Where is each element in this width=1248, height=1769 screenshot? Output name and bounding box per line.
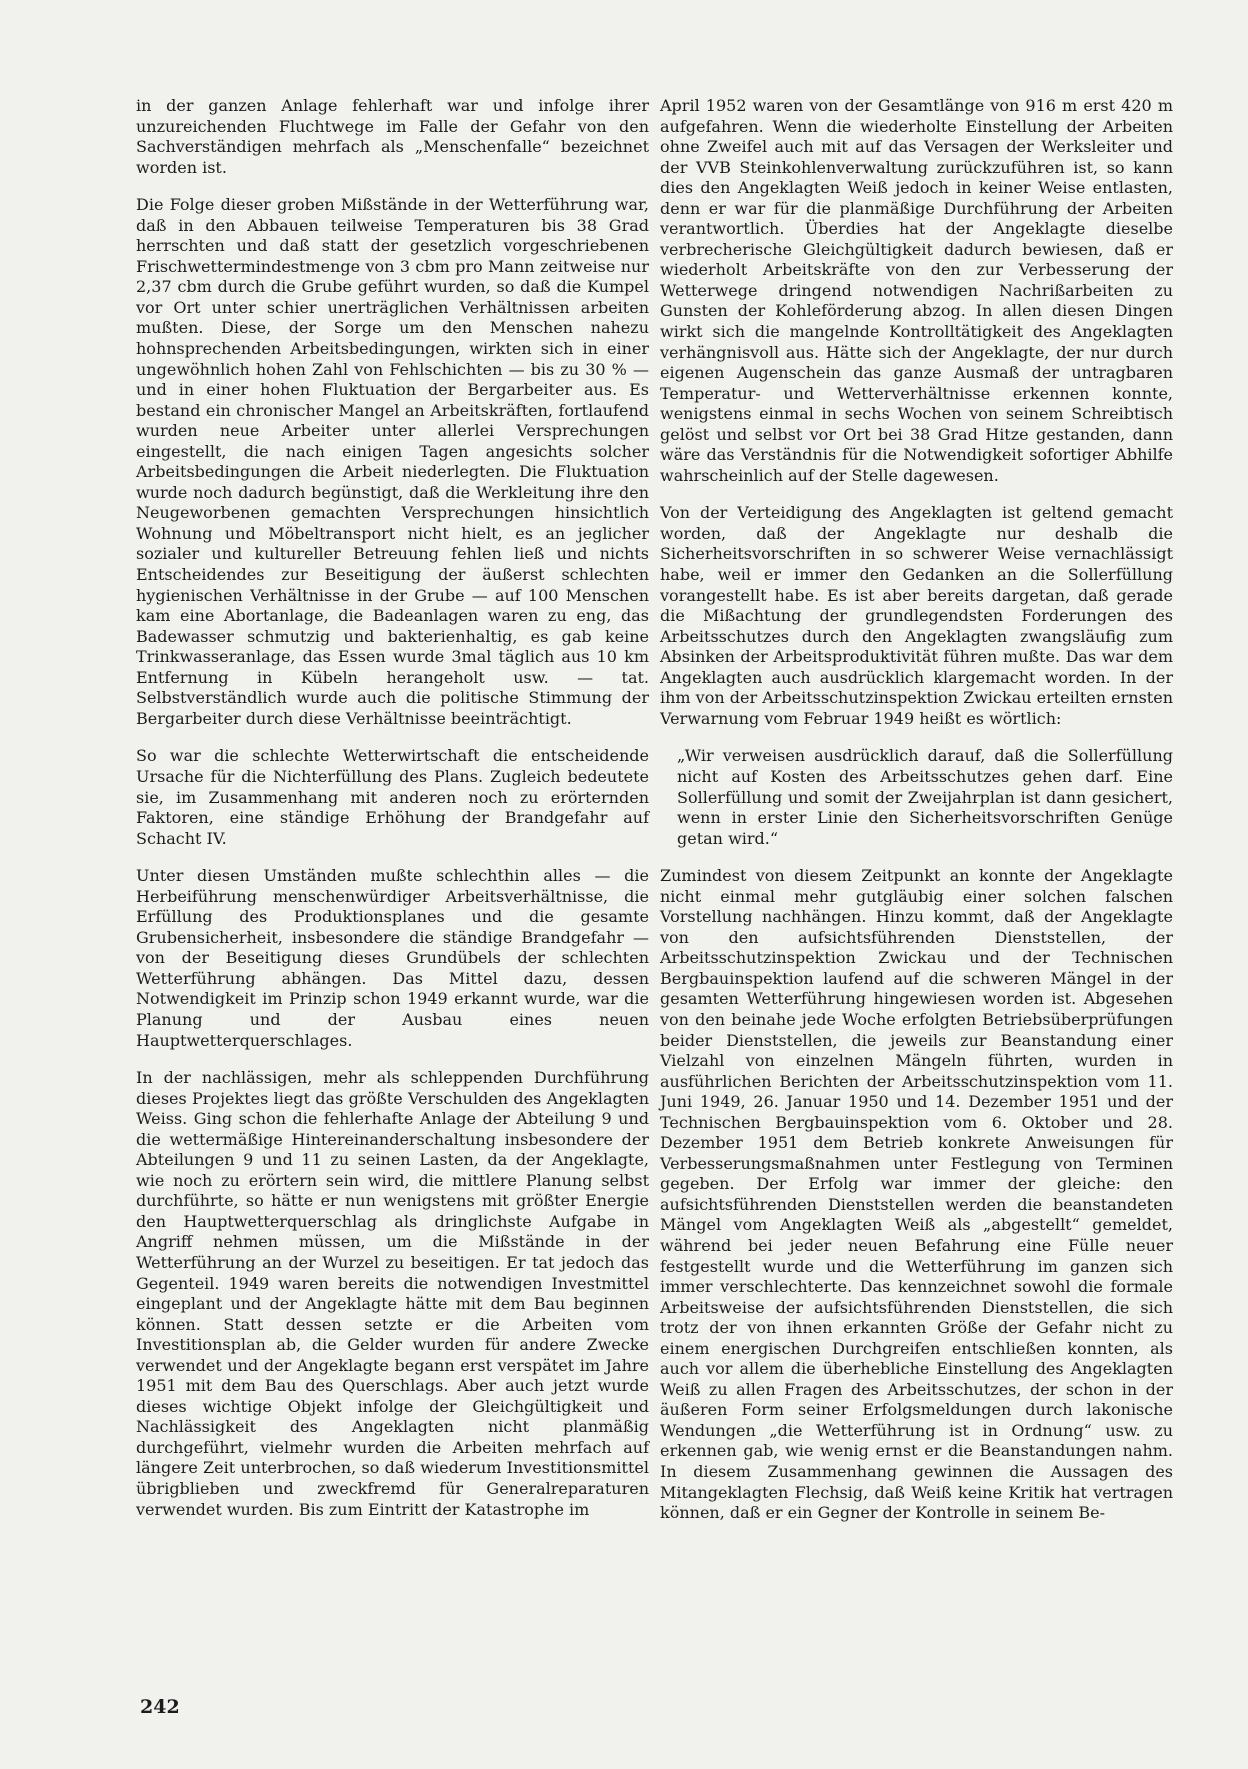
paragraph: Zumindest von diesem Zeitpunkt an konnte der Angeklagte nicht einmal mehr gutgläubig einer solchen falschen Vorstellung nachhängen. Hinzu kommt, daß der Angeklagte von den aufsichtsführenden Dienststellen, der Arbeitsschutzinspektion Zwickau und der Technischen Bergbauinspektion laufend auf die schweren Mängel in der gesamten Wetterführung hingewiesen worden ist. Abgesehen von den beinahe jede Woche erfolgten Betriebsüberprüfungen beider Dienststellen, die jeweils zur Beanstandung einer Vielzahl von einzelnen Mängeln führten, wurden in ausführlichen Berichten der Arbeitsschutzinspektion vom 11. Juni 1949, 26. Januar 1950 und 14. Dezember 1951 und der Technischen Bergbauinspektion vom 6. Oktober und 28. Dezember 1951 dem Betrieb konkrete Anweisungen für Verbesserungsmaßnahmen unter Festlegung von Terminen gegeben. Der Erfolg war immer der gleiche: den aufsichtsführenden Dienststellen werden die beanstandeten Mängel vom Angeklagten Weiß als „abgestellt“ gemeldet, während bei jeder neuen Befahrung eine Fülle neuer festgestellt wurde und die Wetterführung im ganzen sich immer verschlechterte. Das kennzeichnet sowohl die formale Arbeitsweise der aufsichtsführenden Dienststellen, die sich trotz der von ihnen erkannten Größe der Gefahr nicht zu einem energischen Durchgreifen entschließen konnten, als auch vor allem die überhebliche Einstellung des Angeklagten Weiß zu allen Fragen des Arbeitsschutzes, der schon in der äußeren Form seiner Erfolgsmeldungen durch lakonische Wendungen „die Wetterführung ist in Ordnung“ usw. zu erkennen gab, wie wenig ernst er die Beanstandungen nahm. In diesem Zusammenhang gewinnen die Aussagen des Mitangeklagten Flechsig, daß Weiß keine Kritik hat vertragen können, daß er ein Gegner der Kontrolle in seinem Be- <box>660 866 1173 1523</box>
paragraph: in der ganzen Anlage fehlerhaft war und infolge ihrer unzureichenden Fluchtwege im Falle der Gefahr von den Sachverständigen mehrfach als „Menschenfalle“ bezeichnet worden ist. <box>136 96 649 177</box>
paragraph: Unter diesen Umständen mußte schlechthin alles — die Herbeiführung menschenwürdiger Arbeitsverhältnisse, die Erfüllung des Produktionsplanes und die gesamte Grubensicherheit, insbesondere die ständige Brandgefahr — von der Beseitigung dieses Grundübels der schlechten Wetterführung abhängen. Das Mittel dazu, dessen Notwendigkeit im Prinzip schon 1949 erkannt wurde, war die Planung und der Ausbau eines neuen Hauptwetterquerschlages. <box>136 866 649 1050</box>
paragraph: So war die schlechte Wetterwirtschaft die entscheidende Ursache für die Nichterfüllung des Plans. Zugleich bedeutete sie, im Zusammenhang mit anderen noch zu erörternden Faktoren, eine ständige Erhöhung der Brandgefahr auf Schacht IV. <box>136 746 649 848</box>
paragraph: Die Folge dieser groben Mißstände in der Wetterführung war, daß in den Abbauen teilweise Temperaturen bis 38 Grad herrschten und daß statt der gesetzlich vorgeschriebenen Frischwettermindestmenge von 3 cbm pro Mann zeitweise nur 2,37 cbm durch die Grube geführt wurden, so daß die Kumpel vor Ort unter schier unerträglichen Verhältnissen arbeiten mußten. Diese, der Sorge um den Menschen nahezu hohnsprechenden Arbeitsbedingungen, wirkten sich in einer ungewöhnlich hohen Zahl von Fehlschichten — bis zu 30 % — und in einer hohen Fluktuation der Bergarbeiter aus. Es bestand ein chronischer Mangel an Arbeitskräften, fortlaufend wurden neue Arbeiter unter allerlei Versprechungen eingestellt, die nach einigen Tagen angesichts solcher Arbeitsbedingungen die Arbeit niederlegten. Die Fluktuation wurde noch dadurch begünstigt, daß die Werkleitung ihre den Neugeworbenen gemachten Versprechungen hinsichtlich Wohnung und Möbeltransport nicht hielt, es an jeglicher sozialer und kultureller Betreuung fehlen ließ und nichts Entscheidendes zur Beseitigung der äußerst schlechten hygienischen Verhältnisse in der Grube — auf 100 Menschen kam eine Abortanlage, die Badeanlagen waren zu eng, das Badewasser schmutzig und bakterienhaltig, es gab keine Trinkwasseranlage, das Essen wurde 3mal täglich aus 10 km Entfernung in Kübeln herangeholt usw. — tat. Selbstverständlich wurde auch die politische Stimmung der Bergarbeiter durch diese Verhältnisse beeinträchtigt. <box>136 195 649 728</box>
paragraph: Von der Verteidigung des Angeklagten ist geltend gemacht worden, daß der Angeklagte nur deshalb die Sicherheitsvorschriften in so schwerer Weise vernachlässigt habe, weil er immer den Gedanken an die Sollerfüllung vorangestellt habe. Es ist aber bereits dargetan, daß gerade die Mißachtung der grundlegendsten Forderungen des Arbeitsschutzes durch den Angeklagten zwangsläufig zum Absinken der Arbeitsproduktivität führen mußte. Das war dem Angeklagten auch ausdrücklich klargemacht worden. In der ihm von der Arbeitsschutzinspektion Zwickau erteilten ernsten Verwarnung vom Februar 1949 heißt es wörtlich: <box>660 503 1173 728</box>
paragraph: April 1952 waren von der Gesamtlänge von 916 m erst 420 m aufgefahren. Wenn die wiederholte Einstellung der Arbeiten ohne Zweifel auch mit auf das Versagen der Werksleiter und der VVB Steinkohlenverwaltung zurückzuführen ist, so kann dies den Angeklagten Weiß jedoch in keiner Weise entlasten, denn er war für die planmäßige Durchführung der Arbeiten verantwortlich. Überdies hat der Angeklagte dieselbe verbrecherische Gleichgültigkeit dadurch bewiesen, daß er wiederholt Arbeitskräfte von den zur Verbesserung der Wetterwege dringend notwendigen Nachrißarbeiten zu Gunsten der Kohleförderung abzog. In allen diesen Dingen wirkt sich die mangelnde Kontrolltätigkeit des Angeklagten verhängnisvoll aus. Hätte sich der Angeklagte, der nur durch eigenen Augenschein das ganze Ausmaß der untragbaren Temperatur- und Wetterverhältnisse erkennen konnte, wenigstens einmal in sechs Wochen von seinem Schreibtisch gelöst und selbst vor Ort bei 38 Grad Hitze gestanden, dann wäre das Verständnis für die Notwendigkeit sofortiger Abhilfe wahrscheinlich auf der Stelle dagewesen. <box>660 96 1173 485</box>
paragraph: In der nachlässigen, mehr als schleppenden Durchführung dieses Projektes liegt das größte Verschulden des Angeklagten Weiss. Ging schon die fehlerhafte Anlage der Abteilung 9 und die wettermäßige Hintereinanderschaltung insbesondere der Abteilungen 9 und 11 zu seinen Lasten, da der Angeklagte, wie noch zu erörtern sein wird, die mittlere Planung selbst durchführte, so hätte er nun wenigstens mit größter Energie den Hauptwetterquerschlag als dringlichste Aufgabe in Angriff nehmen müssen, um die Mißstände in der Wetterführung an der Wurzel zu beseitigen. Er tat jedoch das Gegenteil. 1949 waren bereits die notwendigen Investmittel eingeplant und der Angeklagte hätte mit dem Bau beginnen können. Statt dessen setzte er die Arbeiten vom Investitionsplan ab, die Gelder wurden für andere Zwecke verwendet und der Angeklagte begann erst verspätet im Jahre 1951 mit dem Bau des Querschlags. Aber auch jetzt wurde dieses wichtige Objekt infolge der Gleichgültigkeit und Nachlässigkeit des Angeklagten nicht planmäßig durchgeführt, vielmehr wurden die Arbeiten mehrfach auf längere Zeit unterbrochen, so daß wiederum Investitionsmittel übrigblieben und zweckfremd für Generalreparaturen verwendet wurden. Bis zum Eintritt der Katastrophe im <box>136 1068 649 1519</box>
left-column <box>136 96 649 1537</box>
right-column <box>660 96 1173 1541</box>
block-quote: „Wir verweisen ausdrücklich darauf, daß die Sollerfüllung nicht auf Kosten des Arbeitsschutzes gehen darf. Eine Sollerfüllung und somit der Zweijahrplan ist dann gesichert, wenn in erster Linie den Sicherheitsvorschriften Genüge getan wird.“ <box>677 746 1173 848</box>
page-number: 242 <box>140 1696 180 1718</box>
